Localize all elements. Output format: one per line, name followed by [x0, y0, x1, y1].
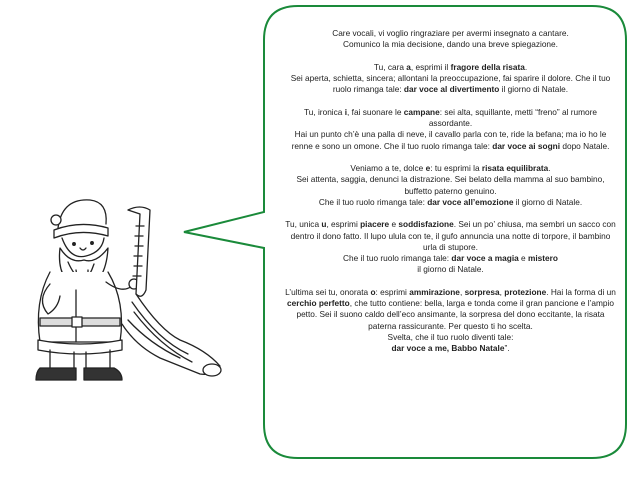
text-run: , che tutto contiene: bella, larga e tonda come il gran pancione e l’ampio petto. Sei il suono caldo dell’eco ansimante, la sorpresa del dono eccitante, la risata paterna rassicurante. Per questo ti ho scelta.: [296, 298, 614, 331]
paragraph-6: [283, 287, 618, 355]
paragraph-5: [283, 219, 618, 275]
bold-text: dar voce al divertimento: [403, 84, 500, 95]
text-run: Tu, cara: [373, 61, 407, 72]
text-run: Sei attenta, saggia, denunci la distrazione. Sei belato della mamma al suo bambino, buffetto paterno genuino.: [296, 174, 605, 196]
text-run: : tu esprimi la: [430, 163, 482, 173]
text-run: .: [548, 163, 551, 173]
text-run: . Hai la forma di un: [546, 286, 616, 297]
bold-text: risata equilibrata: [481, 163, 549, 173]
paragraph-3: [283, 107, 618, 152]
text-run: , esprimi: [326, 219, 361, 230]
text-run: il giorno di Natale.: [417, 264, 484, 275]
text-run: Tu, ironica: [303, 106, 345, 117]
bold-text: dar voce a me, Babbo Natale: [391, 343, 505, 353]
bold-text: protezione: [504, 286, 547, 297]
bold-text: ammirazione: [409, 286, 460, 297]
paragraph-2: [283, 62, 618, 96]
text-run: ”.: [504, 343, 510, 353]
bold-text: a: [406, 61, 411, 72]
text-run: Svelta, che il tuo ruolo diventi tale:: [387, 331, 514, 342]
text-run: Veniamo a te, dolce: [350, 163, 426, 173]
text-run: Sei aperta, schietta, sincera; allontani la preoccupazione, fai sparire il dolore. Che il tuo ruolo rimanga tale:: [290, 73, 611, 95]
bold-text: u: [321, 219, 327, 230]
santa-claus-icon: [10, 190, 230, 390]
text-run: L’ultima sei tu, onorata: [285, 286, 371, 297]
paragraph-4: [283, 163, 618, 208]
paragraph-1: [283, 28, 618, 51]
bold-text: dar voce all’emozione: [427, 196, 514, 207]
bold-text: o: [370, 286, 376, 297]
text-run: Hai un punto ch’è una palla di neve, il cavallo parla con te, ride la befana; ma io ho le renne e sono un omone. Che il tuo ruolo rimanga tale:: [291, 129, 607, 151]
text-run: Comunico la mia decisione, dando una breve spiegazione.: [343, 39, 558, 50]
text-run: , esprimi il: [410, 61, 451, 72]
text-run: ,: [459, 286, 465, 297]
bold-text: cerchio perfetto: [287, 298, 350, 308]
bold-text: sorpresa: [464, 286, 500, 297]
text-run: : sei alta, squillante, metti “freno” al rumore assordante.: [428, 106, 597, 128]
text-run: : esprimi: [375, 286, 410, 297]
bold-text: fragore della risata: [450, 61, 525, 72]
text-run: Care vocali, vi voglio ringraziare per avermi insegnato a cantare.: [332, 28, 569, 38]
text-run: ,: [499, 286, 505, 297]
bold-text: dar voce a magia: [451, 253, 519, 263]
text-run: .: [524, 61, 528, 72]
bold-text: e: [425, 163, 431, 173]
text-run: dopo Natale.: [560, 140, 610, 151]
text-run: . Sei un po’ chiusa, ma sembri un sacco con dentro il dono fatto. Il lupo ulula con te, il gufo annuncia una notte di torpore, il bambino urla di stupore.: [290, 219, 616, 252]
bold-text: mistero: [527, 253, 558, 263]
text-run: e: [389, 219, 399, 230]
bold-text: dar voce ai sogni: [492, 140, 561, 151]
bold-text: i: [344, 106, 348, 117]
letter-text: [283, 28, 618, 366]
text-run: il giorno di Natale.: [499, 84, 569, 95]
text-run: Tu, unica: [285, 219, 322, 230]
bold-text: soddisfazione: [398, 219, 454, 230]
text-run: Che il tuo ruolo rimanga tale:: [318, 196, 428, 207]
bold-text: campane: [403, 106, 440, 117]
text-run: il giorno di Natale.: [513, 196, 583, 207]
text-run: , fai suonare le: [347, 106, 404, 117]
bold-text: piacere: [360, 219, 390, 230]
text-run: Che il tuo ruolo rimanga tale:: [343, 253, 452, 263]
text-run: e: [518, 253, 528, 263]
